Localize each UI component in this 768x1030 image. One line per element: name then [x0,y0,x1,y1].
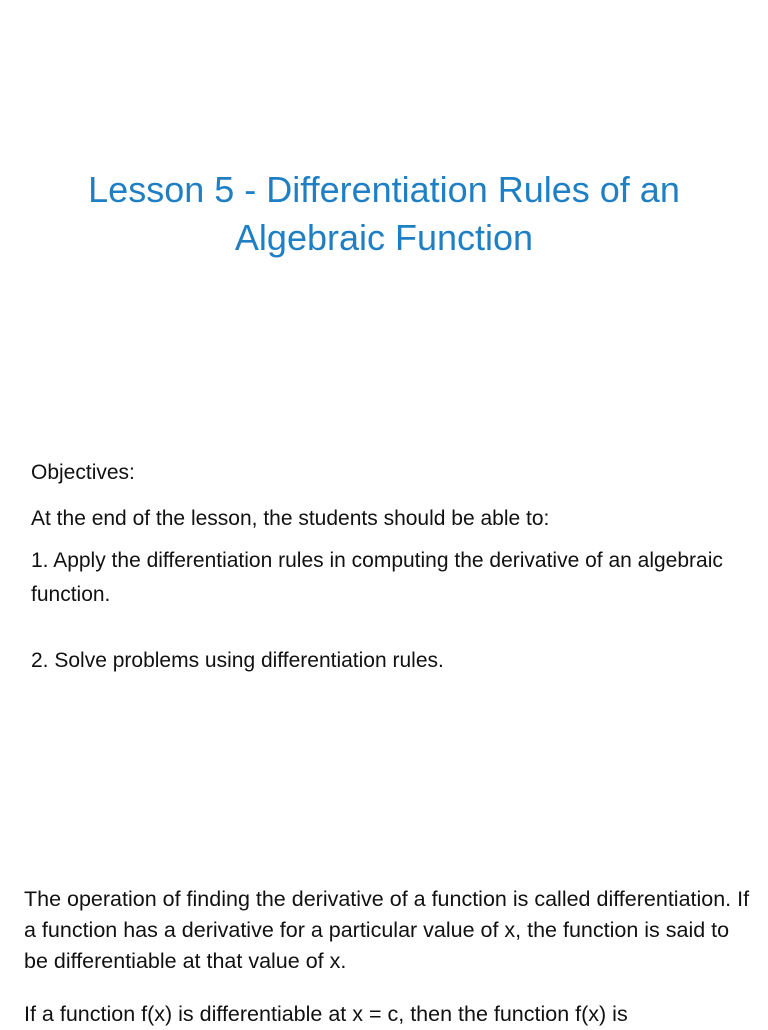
title-line-1: Lesson 5 - Differentiation Rules of an [88,169,680,210]
definition-section [24,884,754,1030]
slide-title [0,166,768,262]
objectives-intro: At the end of the lesson, the students should be able to: [31,507,550,530]
objectives-heading: Objectives: [31,461,135,484]
title-line-2: Algebraic Function [234,217,534,258]
objectives-section [31,456,746,678]
definition-paragraph-2: If a function f(x) is differentiable at x = c, then the function f(x) is [24,1002,628,1026]
objective-item-1: 1. Apply the differentiation rules in computing the derivative of an algebraic function. [31,549,723,606]
objective-item-2: 2. Solve problems using differentiation rules. [31,649,444,672]
definition-paragraph-1: The operation of finding the derivative of a function is called differentiation. If a function has a derivative for a particular value of x, the function is said to be differentiable at that value of x. [24,887,750,973]
